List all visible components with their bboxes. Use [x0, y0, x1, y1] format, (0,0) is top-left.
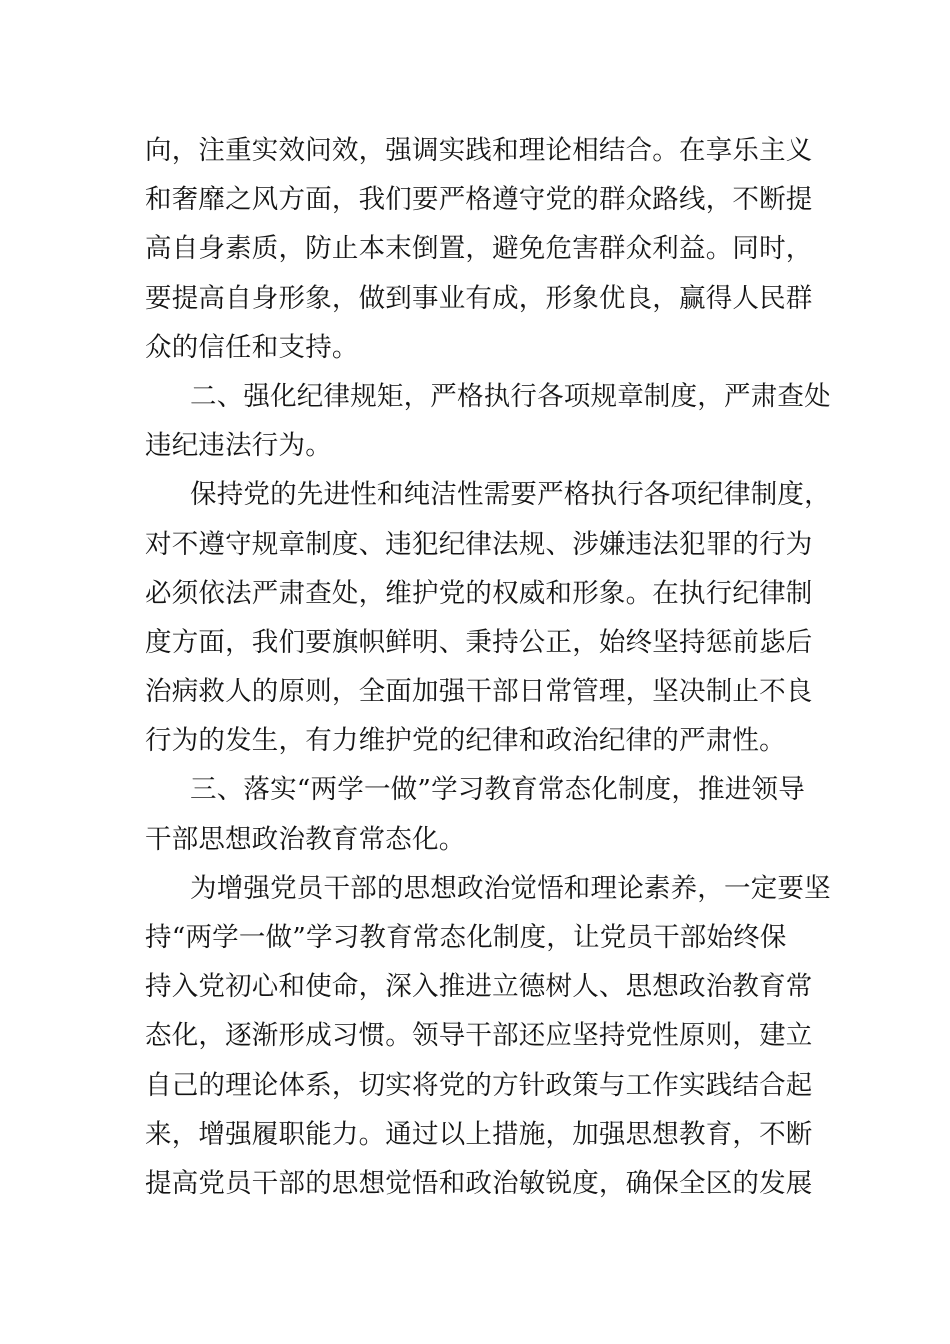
text-line: 要提高自身形象，做到事业有成，形象优良，赢得人民群: [145, 282, 813, 314]
text-line: 治病救人的原则，全面加强干部日常管理，坚决制止不良: [145, 676, 813, 708]
text-line: 向，注重实效问效，强调实践和理论相结合。在享乐主义: [145, 135, 813, 166]
text-line: 态化，逐渐形成习惯。领导干部还应坚持党性原则，建立: [145, 1020, 813, 1052]
text-line: 来，增强履职能力。通过以上措施，加强思想教育，不断: [145, 1118, 813, 1150]
text-line: 众的信任和支持。: [145, 331, 359, 363]
text-line: 提高党员干部的思想觉悟和政治敏锐度，确保全区的发展: [145, 1167, 813, 1199]
text-line: 自己的理论体系，切实将党的方针政策与工作实践结合起: [145, 1069, 813, 1101]
paragraph-start: 为增强党员干部的思想政治觉悟和理论素养，一定要坚: [190, 872, 831, 904]
text-line: 和奢靡之风方面，我们要严格遵守党的群众路线，不断提: [145, 184, 813, 216]
section-heading-two-line-1: 二、强化纪律规矩，严格执行各项规章制度，严肃查处: [190, 380, 831, 412]
text-line: 行为的发生，有力维护党的纪律和政治纪律的严肃性。: [145, 725, 786, 757]
section-heading-three-line-1: 三、落实“两学一做”学习教育常态化制度，推进领导: [190, 774, 805, 806]
section-heading-three-line-2: 干部思想政治教育常态化。: [145, 823, 466, 855]
text-line: 度方面，我们要旗帜鲜明、秉持公正，始终坚持惩前毖后: [145, 626, 813, 658]
text-line: 对不遵守规章制度、违犯纪律法规、涉嫌违法犯罪的行为: [145, 528, 813, 560]
document-body: [145, 126, 831, 1208]
text-line: 持入党初心和使命，深入推进立德树人、思想政治教育常: [145, 971, 813, 1003]
paragraph-start: 保持党的先进性和纯洁性需要严格执行各项纪律制度，: [190, 479, 831, 511]
text-line: 必须依法严肃查处，维护党的权威和形象。在执行纪律制: [145, 577, 813, 609]
section-heading-two-line-2: 违纪违法行为。: [145, 430, 332, 462]
text-line: 高自身素质，防止本末倒置，避免危害群众利益。同时，: [145, 233, 813, 265]
text-line: 持“两学一做”学习教育常态化制度，让党员干部始终保: [145, 922, 787, 953]
